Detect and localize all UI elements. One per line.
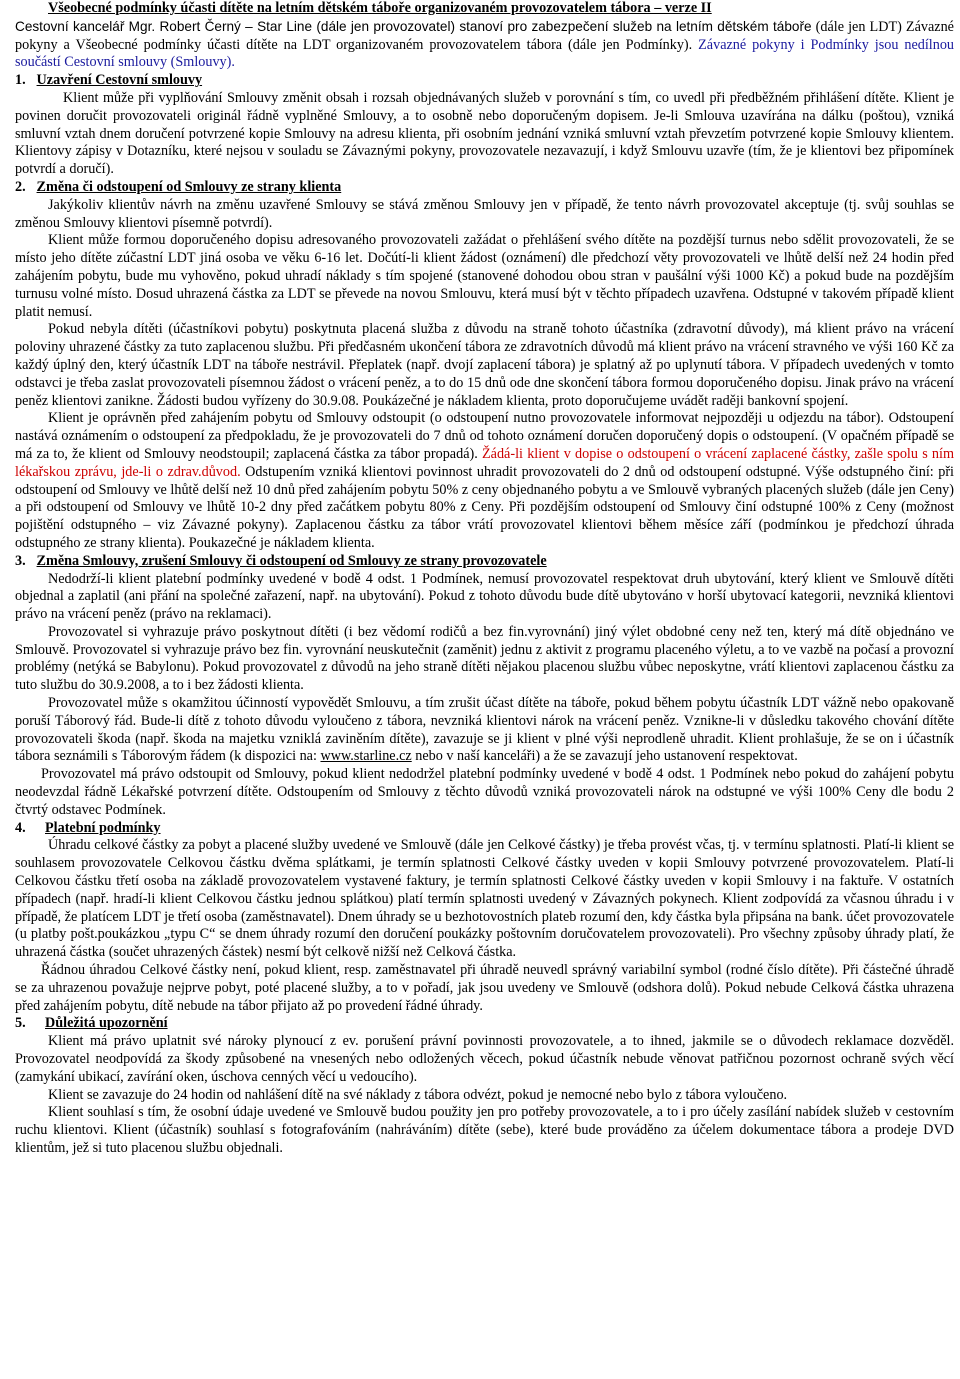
section-2-paragraph-4 — [15, 410, 954, 552]
section-4-paragraph-2: Řádnou úhradou Celkové částky není, pokud klient, resp. zaměstnavatel při úhradě neuvedl správný variabilní symbol (rodné číslo dítěte). Při částečné úhradě se za uhrazenou považuje nejprve pobyt, poté placené služby, a to v pořadí, jak jsou uvedeny ve Smlouvě (odshora dolů). Pokud nebude Celková částka uhrazena před zahájením pobytu, dítě nebude na tábor přijato až po provedení řádné úhrady. — [15, 962, 954, 1014]
section-5-paragraph-2: Klient se zavazuje do 24 hodin od nahlášení dítě na své náklady z tábora odvézt, pokud je nemocné nebo bylo z tábora vyloučeno. — [48, 1086, 788, 1103]
intro-part1: Cestovní kancelář Mgr. Robert Černý – Star Line (dále jen provozovatel) stanoví pro zabezpečení služeb na letním dětském táboře — [15, 18, 812, 34]
section-3-paragraph-2: Provozovatel si vyhrazuje právo poskytnout dítěti (i bez vědomí rodičů a bez fin.vyrovnání) jiný výlet obdobné ceny než ten, který má dítě objednáno ve Smlouvě. Provozovatel si vyhrazuje právo bez fin. vyrovnání neuskutečnit (zaměnit) jednu z aktivit z programu placeného výletu, a to ve vazbě na počasí a provozní problémy (netýká se Babylonu). Pokud provozovatel z důvodů na jeho straně dítěti nějakou placenou službu vůbec neposkytne, vrátí klientovi zaplacenou částku za tuto službu do 30.9.2008, a to i bez žádosti klienta. — [15, 623, 954, 694]
section-heading-2 — [15, 179, 954, 197]
section-5-paragraph-1: Klient má právo uplatnit své nároky plynoucí z ev. porušení právní povinnosti provozovatele, a to ihned, jakmile se o důvodech reklamace dozvěděl. Provozovatel neodpovídá za škody způsobené na vnesených nebo odložených věcech, pokud účastník nebude věnovat patřičnou pozornost ochraně svých věcí (zamykání ubikací, zavírání oken, úschova cenných věcí u vedoucího). — [15, 1033, 954, 1085]
section-4-paragraph-1: Úhradu celkové částky za pobyt a placené služby uvedené ve Smlouvě (dále jen Celkové částky) je třeba provést včas, tj. v termínu splatnosti. Platí-li klient se souhlasem provozovatele Celkovou částku dvěma splátkami, je termín splatnosti Celkové částky uveden v kopii Smlouvy potvrzené provozovatelem. Platí-li Celkovou částku třetí osoba na základě provozovatelem vystavené faktury, je termín splatnosti Celkové částky uveden v kopii Smlouvy i na faktuře. V ostatních případech (např. hradí-li klient Celkovou částku jednou splátkou) platí termín splatnosti uvedený v Závazných pokynech. Klient zodpovídá za včasnou úhradu i v případě, že platícem LDT je třetí osoba (zaměstnavatel). Dnem úhrady se u bezhotovostních plateb rozumí den, kdy částka byla připsána na bank. účet provozovatele (u platby pošt.poukázkou „typu C“ se dnem úhrady rozumí den doručení poukázky poštovním doručovatelem provozovateli). Pro všechny způsoby úhrady platí, že uhrazená částka (součet uhrazených částek) nesmí být celkově nižší než Celková částka. — [15, 837, 954, 961]
section-heading-4 — [15, 820, 954, 838]
section-2-paragraph-2: Klient může formou doporučeného dopisu adresovaného provozovateli zažádat o přehlášení svého dítěte na pozdější turnus nebo sdělit provozovateli, že se místo jeho dítěte zúčastní LDT jiná osoba ve věku 6-16 let. Dočútí-li klient žádost (oznámení) dle předchozí věty provozovateli ve lhůtě delší než 24 hodin před zahájením pobytu, bude mu vyhověno, pokud uhradí náklady s tím spojené (stanovené dohodou obou stran v paušální výši 1000 Kč) a pokud bude na pozdějším turnusu volné místo. Dosud uhrazená částka za LDT se převede na novou Smlouvu, která musí být v těchto případech uzavřena. Odstupné v takovém případě klient platit nemusí. — [15, 232, 954, 320]
medical-report-notice: Žádá-li klient v dopise o odstoupení o vrácení zaplacené částky, zašle spolu s ním lékařskou zprávu, jde-li o zdrav.důvod. — [15, 445, 955, 480]
section-title: Změna či odstoupení od Smlouvy ze strany klienta — [36, 178, 342, 195]
intro-part3: Závazné pokyny i Podmínky jsou nedílnou součástí Cestovní smlouvy (Smlouvy). — [15, 36, 955, 71]
section-number: 5. — [15, 1015, 26, 1032]
section-3-paragraph-3 — [15, 695, 954, 766]
section-heading-3 — [15, 553, 954, 571]
document-title: Všeobecné podmínky účasti dítěte na letním dětském táboře organizovaném provozovatelem tábora – verze II — [48, 0, 712, 16]
camp-rules-text: Provozovatel může s okamžitou účinností vypovědět Smlouvu, a tím zrušit účast dítěte na táboře, pokud během pobytu účastník LDT vážně nebo opakovaně poruší Táborový řád. Bude-li dítě z tohoto důvodu vyloučeno z tábora, nevzniká klientovi nárok na vrácení peněz. Vznikne-li v důsledku takového chování dítěte provozovateli škoda (např. škoda na majetku vzniklá zaviněním dítěte), zavazuje se ji klient v plné výši neprodleně uhradit. Klient prohlašuje, že se on i účastník tábora seznámili s Táborovým řádem (k dispozici na: — [15, 695, 954, 765]
section-2-paragraph-3: Pokud nebyla dítěti (účastníkovi pobytu) poskytnuta placená služba z důvodu na straně tohoto účastníka (zdravotní důvody), má klient právo na vrácení poloviny uhrazené částky za tuto zaplacenou službu. Při předčasném ukončení tábora ze zdravotních důvodů má klient právo na vrácení stravného ve výši 160 Kč za každý úplný den, který účastník LDT na táboře nestrávil. Přeplatek (např. dvojí zaplacení tábora) je splatný až po uplynutí tábora. V případech uvedených v tomto odstavci je třeba zaslat provozovateli písemnou žádost o vrácení peněz, a to do 15 dnů ode dne skončení tábora formou doporučeného dopisu. Jinak právo na vrácení peněz klientovi zanikne. Žádosti budou vyřízeny do 30.9.08. Poukázečné je nákladem klienta, proto doporučujeme uvádět raději bankovní spojení. — [15, 321, 954, 409]
section-heading-1 — [15, 72, 954, 90]
section-heading-5 — [15, 1015, 954, 1033]
cancellation-fee-text: Odstupením vzniká klientovi povinnost uhradit provozovateli do 2 dnů od odstoupení odstupné. Výše odstupného činí: při odstoupení od Smlouvy ve lhůtě delší než 10 dnů před zahájením pobytu 50% z ceny objednaného pobytu a ve Smlouvě vybraných placených služeb (dále jen Ceny) a při odstoupení od Smlouvy ve lhůtě 10-2 dny před začátkem pobytu 80% z Ceny. Při pozdějším odstoupení od Smlouvy činí odstupné 100% z Ceny (možnost pojištění odstupného – viz Závazné pokyny). Zaplacenou částku za tábor vrátí provozovatel klientovi během měsíce září (podmínkou je předchozí úhrada odstupného ze strany klienta). Poukazečné je nákladem klienta. — [15, 463, 954, 551]
section-title: Platební podmínky — [45, 819, 161, 836]
withdrawal-text: Klient je oprávněn před zahájením pobytu od Smlouvy odstoupit (o odstoupení nutno provozovatele informovat nejpozději u odjezdu na tábor). Odstoupení nastává oznámením o odstoupení za předpokladu, že je provozovateli do 7 dnů od tohoto oznámení doručen doporučený dopis o odstoupení. (V opačném případě se má za to, že klient od Smlouvy neodstoupil; zaplacená částka za tábor propadá). — [15, 410, 954, 462]
section-number: 4. — [15, 819, 26, 836]
intro-paragraph — [15, 18, 954, 72]
section-2-paragraph-1: Jakýkoliv klientův návrh na změnu uzavřené Smlouvy se stává změnou Smlouvy jen v případě, že tento návrh provozovatel akceptuje (tj. svůj souhlas se změnou Smlouvy klientovi písemně potvrdí). — [15, 196, 954, 231]
starline-link[interactable]: www.starline.cz — [320, 748, 412, 765]
intro-part2: (dále jen LDT) Závazné pokyny a Všeobecné podmínky účasti dítěte na LDT organizovaném provozovatelem tábora (dále jen Podmínky). — [15, 18, 954, 53]
section-1-paragraph-1: Klient může při vyplňování Smlouvy změnit obsah i rozsah objednávaných služeb v porovnání s tím, co uvedl při předběžném přihlášení dítěte. Klient je povinen doručit provozovateli originál řádně vyplněné Smlouvy, a to osobně nebo doporučeným dopisem. Je-li Smlouva uzavírána na dálku (poštou), vzniká smluvní vztah dnem doručení potvrzené kopie Smlouvy na adresu klienta, při osobním jednání vzniká smluvní vztah převzetím potvrzené kopie Smlouvy klientem. Klientovy zápisy v Dotazníku, které nejsou v souladu se Závaznými pokyny, provozovatele nezavazují, i když Smlouvu uzavře (tím, že je klientovi bez připomínek potvrdí a doručí). — [15, 89, 954, 178]
section-title: Uzavření Cestovní smlouvy — [36, 72, 203, 89]
section-title: Změna Smlouvy, zrušení Smlouvy či odstoupení od Smlouvy ze strany provozovatele — [36, 552, 547, 569]
section-3-paragraph-4: Provozovatel má právo odstoupit od Smlouvy, pokud klient nedodržel platební podmínky uvedené v bodě 4 odst. 1 Podmínek nebo pokud do zahájení pobytu neodevzdal řádně Lékařské potvrzení dítěte. Odstoupením od Smlouvy z těchto důvodů vzniká provozovateli nárok na odstupné ve výši 100% Ceny dle bodu 2 čtvrtý odstavec Podmínek. — [15, 766, 954, 818]
section-3-paragraph-1: Nedodrží-li klient platební podmínky uvedené v bodě 4 odst. 1 Podmínek, nemusí provozovatel respektovat druh ubytování, který klient ve Smlouvě dítěti objednal a zaplatil (ani přání na společné zařazení, např. na ubytování). Pokud z tohoto důvodu bude dítě ubytováno v horší ubytovací kategorii, nevzniká klientovi právo na vrácení peněz (právo na reklamaci). — [15, 570, 954, 623]
section-number: 1. — [15, 72, 26, 89]
camp-rules-text-end: nebo v naší kanceláři) a že se zavazují jeho ustanovení respektovat. — [411, 748, 798, 765]
section-number: 2. — [15, 178, 26, 195]
section-title: Důležitá upozornění — [45, 1015, 168, 1032]
section-number: 3. — [15, 552, 26, 569]
section-5-paragraph-3: Klient souhlasí s tím, že osobní údaje uvedené ve Smlouvě budou použity jen pro potřeby provozovatele, a to i pro účely zasílání nabídek služeb v cestovním ruchu klientovi. Klient (účastník) souhlasí s fotografováním (nahráváním) dítěte (sebe), které bude prováděno za účelem dokumentace tábora a prodeje DVD klientům, jež si tuto placenou službu objednali. — [15, 1104, 954, 1156]
